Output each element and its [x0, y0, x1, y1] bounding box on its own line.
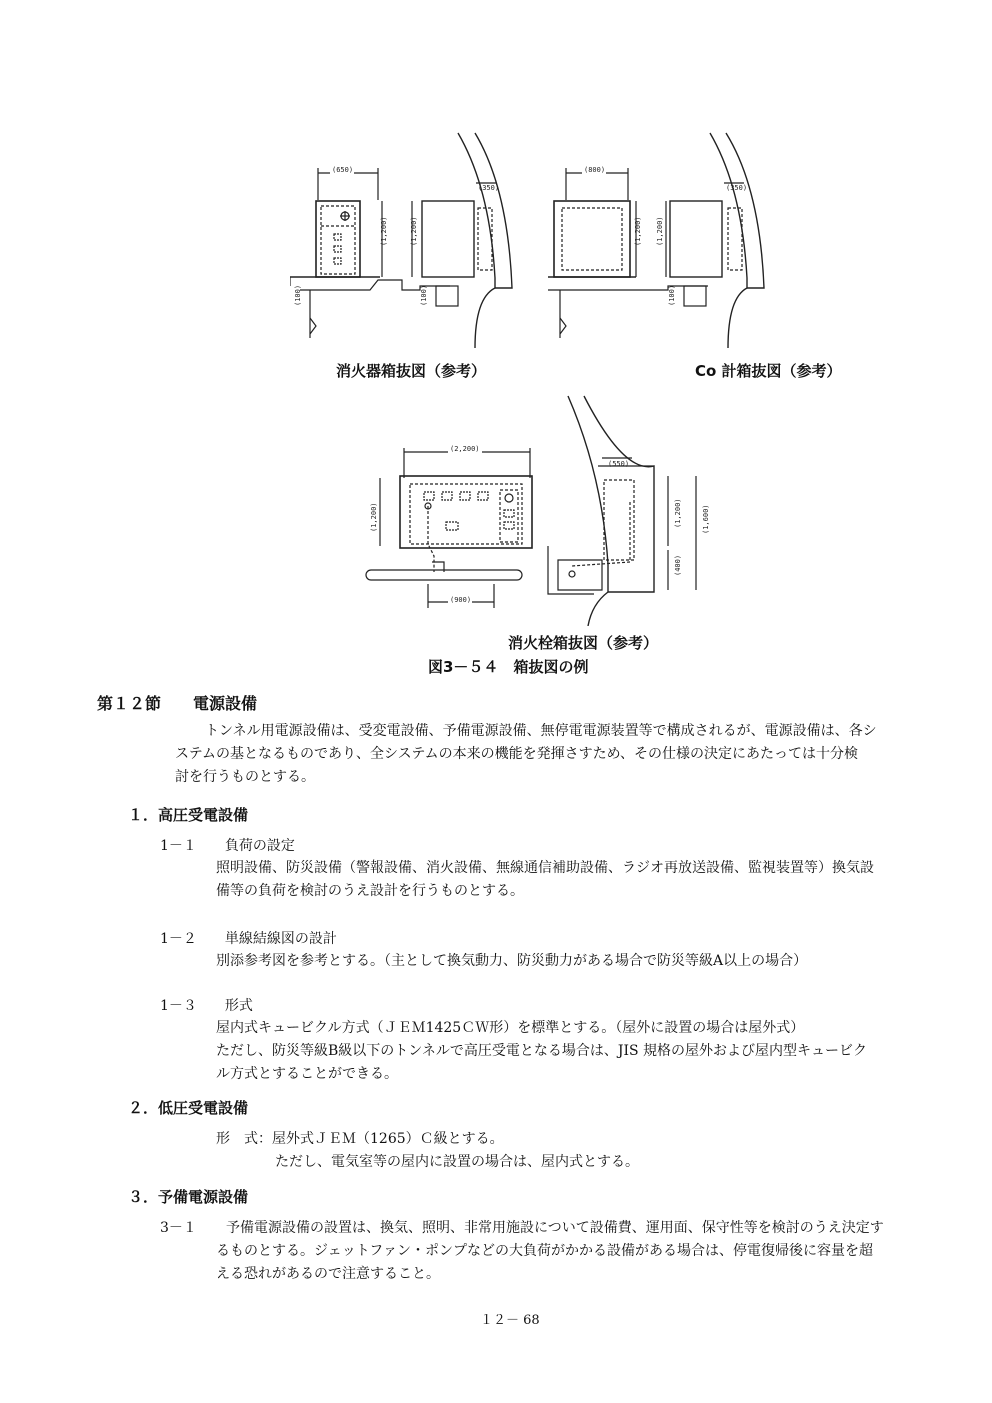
svg-text:(1,200): (1,200) — [370, 502, 378, 532]
item-1-3-title: 1－３ 形式 — [160, 998, 253, 1014]
svg-text:(100): (100) — [668, 284, 676, 306]
heading-backup-power: ３．予備電源設備 — [128, 1188, 249, 1206]
item-1-2-body: 別添参考図を参考とする。（主として換気動力、防災動力がある場合で防災等級A以上の場合） — [216, 953, 808, 969]
item-3-1-title: 3－１ — [160, 1220, 197, 1236]
svg-text:(1,200): (1,200) — [410, 216, 418, 246]
item-1-3-body-1: 屋内式キュービクル方式（ＪＥＭ1425ＣＷ形）を標準とする。（屋外に設置の場合は屋外式） — [216, 1020, 805, 1036]
item-1-2-title: 1－２ 単線結線図の設計 — [160, 931, 337, 947]
figure-title: 図3－５４ 箱抜図の例 — [428, 658, 589, 676]
section-title: 第１２節 電源設備 — [97, 694, 258, 713]
item-1-1-body-1: 照明設備、防災設備（警報設備、消火設備、無線通信補助設備、ラジオ再放送設備、監視装置等）換気設 — [216, 860, 874, 876]
svg-text:(1,200): (1,200) — [656, 216, 664, 246]
co-meter-box-diagram — [548, 128, 778, 350]
svg-text:(550): (550) — [608, 460, 630, 468]
co-meter-caption: Co 計箱抜図（参考） — [695, 362, 842, 380]
svg-text:(350): (350) — [478, 184, 500, 192]
svg-text:(400): (400) — [674, 554, 682, 576]
svg-text:(1,200): (1,200) — [674, 498, 682, 528]
low-voltage-line-1: 形 式：屋外式ＪＥＭ（1265）Ｃ級とする。 — [216, 1131, 504, 1147]
item-1-1-body-2: 備等の負荷を検討のうえ設計を行うものとする。 — [216, 883, 524, 899]
svg-text:(1,600): (1,600) — [702, 504, 710, 534]
item-1-1-title: 1－１ 負荷の設定 — [160, 838, 295, 854]
intro-line-2: ステムの基となるものであり、全システムの本来の機能を発揮さすため、その仕様の決定にあたっては十分検 — [175, 746, 859, 762]
fire-hydrant-caption: 消火栓箱抜図（参考） — [508, 634, 659, 652]
svg-text:(100): (100) — [294, 284, 302, 306]
svg-text:(1,200): (1,200) — [634, 216, 642, 246]
item-3-1-body-1: 予備電源設備の設置は、換気、照明、非常用施設について設備費、運用面、保守性等を検討のうえ決定す — [226, 1220, 884, 1236]
page-number: １２－ 68 — [480, 1313, 540, 1328]
fire-hydrant-box-diagram — [362, 394, 722, 626]
item-3-1-body-2: るものとする。ジェットファン・ポンプなどの大負荷がかかる設備がある場合は、停電復帰後に容量を超 — [216, 1243, 874, 1259]
item-1-3-body-3: ル方式とすることができる。 — [216, 1066, 398, 1082]
svg-text:(900): (900) — [450, 596, 472, 604]
fig1-dim-width: (650) — [332, 166, 354, 174]
fig3-dim-width: (2,200) — [450, 445, 480, 453]
fire-extinguisher-caption: 消火器箱抜図（参考） — [336, 362, 487, 380]
fig2-dim-width: (800) — [584, 166, 606, 174]
svg-text:(100): (100) — [420, 284, 428, 306]
svg-text:(350): (350) — [726, 184, 748, 192]
heading-low-voltage: ２．低圧受電設備 — [128, 1099, 249, 1117]
low-voltage-line-2: ただし、電気室等の屋内に設置の場合は、屋内式とする。 — [275, 1154, 639, 1170]
item-1-3-body-2: ただし、防災等級B級以下のトンネルで高圧受電となる場合は、JIS 規格の屋外および屋内型キュービク — [216, 1043, 868, 1059]
intro-line-1: トンネル用電源設備は、受変電設備、予備電源設備、無停電電源装置等で構成されるが、電源設備は、各シ — [205, 723, 877, 739]
heading-high-voltage: １．高圧受電設備 — [128, 806, 249, 824]
svg-text:(1,200): (1,200) — [380, 216, 388, 246]
intro-line-3: 討を行うものとする。 — [175, 769, 315, 785]
fire-extinguisher-box-diagram — [290, 128, 520, 350]
item-3-1-body-3: える恐れがあるので注意すること。 — [216, 1266, 440, 1282]
